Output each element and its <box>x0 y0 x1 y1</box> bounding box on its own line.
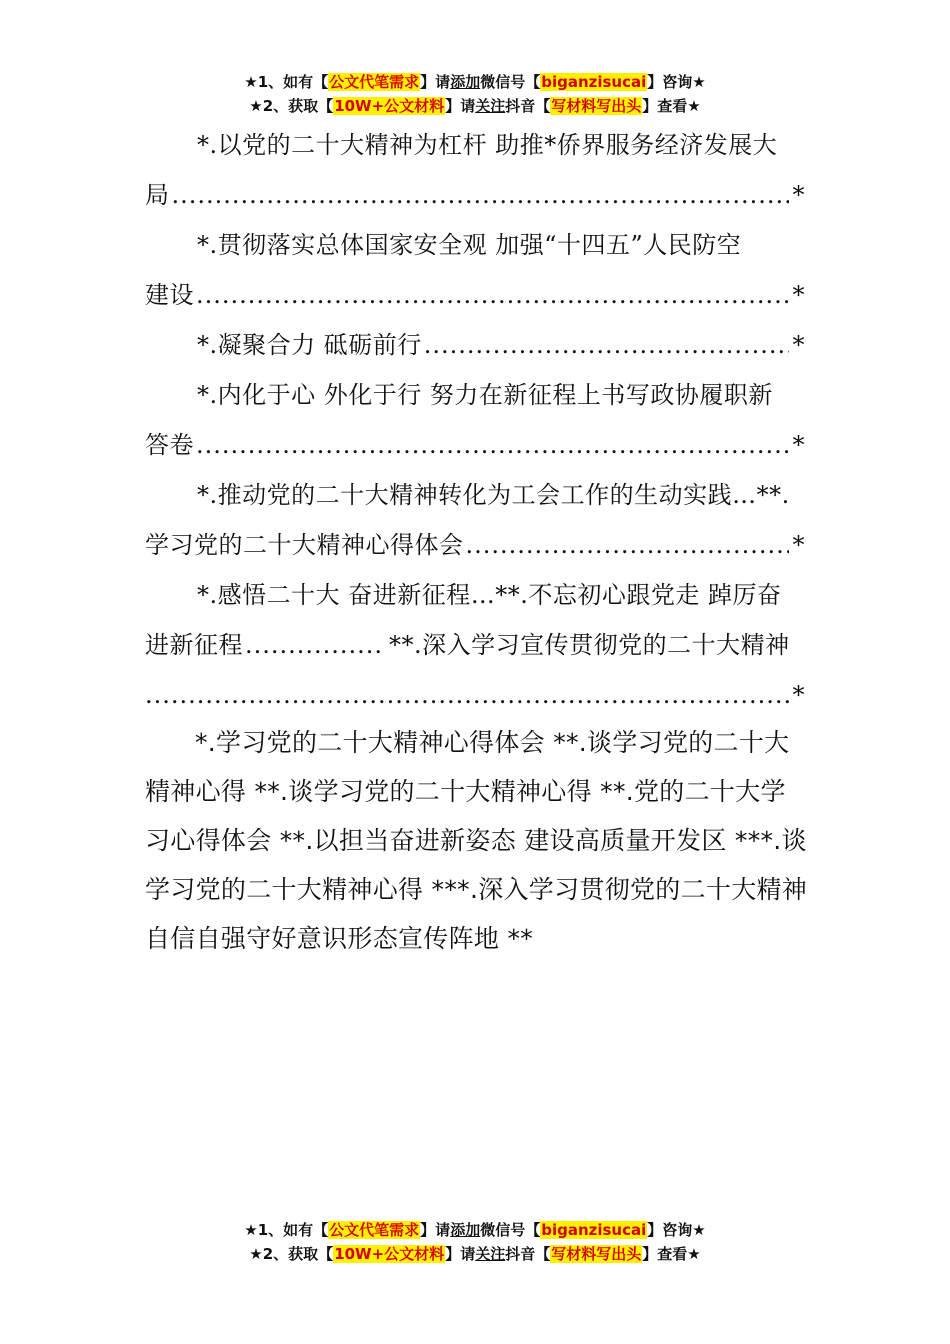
banner-underlined-text: 添加 <box>450 73 481 91</box>
banner-text: ★2、获取【 <box>249 97 334 115</box>
toc-entry[interactable] <box>145 370 805 470</box>
toc-leader-dots <box>145 670 789 720</box>
toc-entry-title-cont: 答卷 <box>145 431 194 459</box>
toc-entry[interactable] <box>145 220 805 320</box>
toc-leader-dots <box>245 620 385 670</box>
toc-leader-dots <box>196 420 789 470</box>
header-banner <box>0 70 950 118</box>
banner-text: 】查看★ <box>642 97 701 115</box>
toc-leader-dots <box>466 520 789 570</box>
toc-page-number: * <box>792 281 805 309</box>
banner-text: 抖音【 <box>505 97 551 115</box>
banner-highlight: 公文代笔需求 <box>329 1221 420 1239</box>
toc-entry-title: *.以党的二十大精神为杠杆 助推*侨界服务经济发展大 <box>197 131 778 159</box>
banner-highlight: 写材料写出头 <box>551 1245 642 1263</box>
toc-entry[interactable] <box>145 570 805 720</box>
banner-line-1 <box>0 1218 950 1242</box>
banner-underlined-text: 关注 <box>475 97 506 115</box>
body-paragraph: *.学习党的二十大精神心得体会 **.谈学习党的二十大精神心得 **.谈学习党的二十大精神心得 **.党的二十大学习心得体会 **.以担当奋进新姿态 建设高质量开发区 ***.谈学习党的二十大精神心得 ***.深入学习贯彻党的二十大精神 自信自强守好意识形态宣传阵地 ** <box>145 728 808 953</box>
banner-highlight: 10W+公文材料 <box>334 97 445 115</box>
toc-entry-title-cont: 学习党的二十大精神心得体会 <box>145 531 464 559</box>
banner-text: ★2、获取【 <box>249 1245 334 1263</box>
toc-entry[interactable] <box>145 120 805 220</box>
footer-banner <box>0 1218 950 1266</box>
banner-text: 】咨询★ <box>647 73 706 91</box>
toc-entry-title: *.凝聚合力 砥砺前行 <box>197 331 422 359</box>
toc-leader-dots <box>196 270 789 320</box>
banner-text: ★1、如有【 <box>244 73 329 91</box>
toc-leader-dots <box>424 320 789 370</box>
banner-highlight: 写材料写出头 <box>551 97 642 115</box>
banner-text: 】请 <box>445 1245 476 1263</box>
toc-entry-title: *.推动党的二十大精神转化为工会工作的生动实践…**. <box>197 481 790 509</box>
banner-line-2 <box>0 1242 950 1266</box>
banner-text: 微信号【 <box>480 73 541 91</box>
toc-page-number: * <box>792 331 805 359</box>
toc-page-number: * <box>792 531 805 559</box>
toc-entry-title: *.贯彻落实总体国家安全观 加强“十四五”人民防空 <box>197 231 742 259</box>
banner-text: 】请 <box>420 73 451 91</box>
table-of-contents <box>145 120 805 720</box>
toc-entry-title-cont: 进新征程 <box>145 631 243 659</box>
toc-page-number: * <box>792 181 805 209</box>
toc-entry-title: *.内化于心 外化于行 努力在新征程上书写政协履职新 <box>197 381 773 409</box>
toc-entry-title-cont: 建设 <box>145 281 194 309</box>
banner-underlined-text: 关注 <box>475 1245 506 1263</box>
toc-page-number: * <box>792 431 805 459</box>
banner-text: 抖音【 <box>505 1245 551 1263</box>
toc-entry-title-tail: **.深入学习宣传贯彻党的二十大精神 <box>389 631 790 659</box>
toc-entry-title-cont: 局 <box>145 181 170 209</box>
toc-leader-dots <box>172 170 789 220</box>
banner-text: 】请 <box>445 97 476 115</box>
banner-highlight: biganzisucai <box>541 73 647 91</box>
banner-text: ★1、如有【 <box>244 1221 329 1239</box>
toc-entry-title: *.感悟二十大 奋进新征程…**.不忘初心跟党走 踔厉奋 <box>197 581 782 609</box>
toc-page-number: * <box>792 681 805 709</box>
banner-text: 】查看★ <box>642 1245 701 1263</box>
banner-highlight: 公文代笔需求 <box>329 73 420 91</box>
banner-text: 】咨询★ <box>647 1221 706 1239</box>
banner-line-1 <box>0 70 950 94</box>
banner-highlight: biganzisucai <box>541 1221 647 1239</box>
toc-entry[interactable] <box>145 470 805 570</box>
banner-highlight: 10W+公文材料 <box>334 1245 445 1263</box>
toc-entry[interactable] <box>145 320 805 370</box>
banner-line-2 <box>0 94 950 118</box>
banner-text: 微信号【 <box>480 1221 541 1239</box>
banner-text: 】请 <box>420 1221 451 1239</box>
banner-underlined-text: 添加 <box>450 1221 481 1239</box>
